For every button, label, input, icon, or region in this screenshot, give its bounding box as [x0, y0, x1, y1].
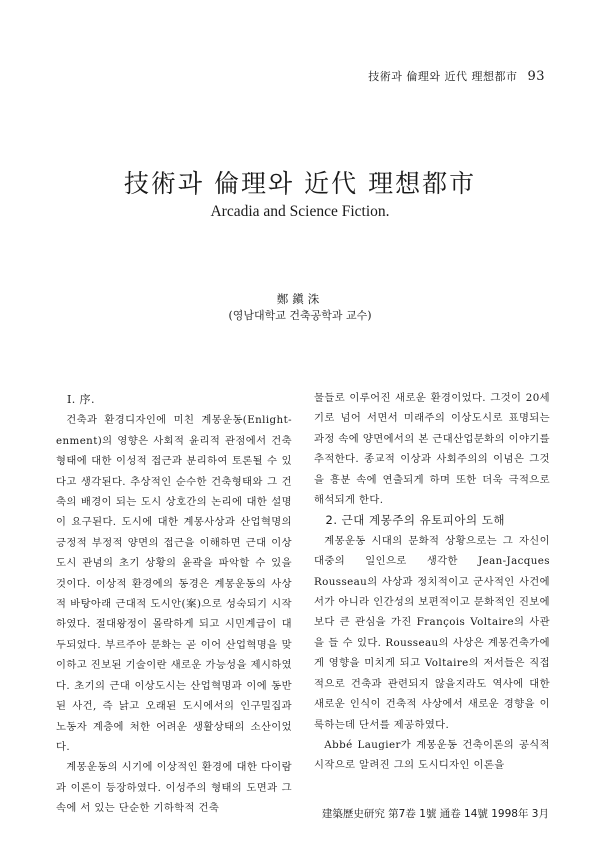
paragraph: 건축과 환경디자인에 미친 계몽운동(Enlight- enment)의 영향은 사회적 윤리적 관점에서 건축형태에 대한 이성적 접근과 분리하여 토론될 수 있다고 생각된다. 추상적인 순수한 건축형태와 그 건축의 배경이 되는 도시 상호간의 논리에 대한 설명이 요구된다. 도시에 대한 계몽사상과 산업혁명의 긍정적 부정적 양면의 접근을 이해하면 근대 이상도시 관념의 초기 상황의 윤곽을 파악할 수 있을 것이다. 이상적 환경에의 동경은 계몽운동의 사상적 바탕아래 근대적 도시안(案)으로 성숙되기 시작하였다. 절대왕정이 몰락하게 되고 시민계급이 대두되었다. 부르주아 문화는 곧 이어 산업혁명을 맞이하고 진보된 기술이란 새로운 가능성을 제시하였다. 초기의 근대 이상도시는 산업혁명과 이에 동반된 사건, 즉 낡고 오래된 도시에서의 인구밀집과 노동자 계층에 처한 어려운 생활상태의 소산이었다. — [56, 414, 292, 753]
article-subtitle: Arcadia and Science Fiction. — [210, 203, 390, 220]
left-column — [56, 390, 292, 819]
running-head — [0, 68, 545, 84]
right-column — [314, 388, 550, 776]
author-name: 鄭鎭洙 — [276, 292, 324, 306]
page-number: 93 — [527, 69, 545, 84]
running-title: 技術과 倫理와 近代 理想都市 — [368, 70, 518, 83]
author-affiliation: (영남대학교 건축공학과 교수) — [228, 309, 372, 322]
paragraph: 계몽운동의 시기에 이상적인 환경에 대한 다이람과 이론이 등장하였다. 이성주의 형태의 도면과 그 속에 서 있는 단순한 기하학적 건축 — [56, 761, 292, 815]
section-2-heading: 2. 근대 계몽주의 유토피아의 도해 — [325, 513, 506, 528]
paragraph: 계몽운동 시대의 문화적 상황으로는 그 자신이 대중의 일인으로 생각한 Jean-Jacques Rousseau의 사상과 정치적이고 군사적인 사건에서가 아니라 인간성의 보편적이고 문화적인 진보에 보다 큰 관심을 가진 François Voltaire의 사관을 들 수 있다. Rousseau의 사상은 계몽건축가에게 영향을 미치게 되고 Voltaire의 저서들은 직접적으로 건축과 관련되지 않을지라도 역사에 대한 새로운 인식이 건축적 사상에서 새로운 경향을 이룩하는데 단서를 제공하였다. — [314, 534, 550, 731]
article-title: 技術과 倫理와 近代 理想都市 — [123, 169, 477, 198]
paragraph: 물들로 이루어진 새로운 환경이었다. 그것이 20세기로 넘어 서면서 미래주의 이상도시로 표명되는 과정 속에 양면에서의 본 근대산업문화의 이야기를 추적한다. 종교적 이상과 사회주의의 이념은 그것을 흥분 속에 연출되게 하며 또한 더욱 극적으로 해석되게 한다. — [314, 392, 550, 507]
section-1-heading: I. 序. — [67, 393, 95, 406]
journal-footer: 建築歷史研究 第7卷 1號 通卷 14號 1998年 3月 — [321, 808, 549, 820]
paragraph: Abbé Laugier가 계몽운동 건축이론의 공식적 시작으로 알려진 그의 도시디자인 이론을 — [314, 738, 550, 772]
